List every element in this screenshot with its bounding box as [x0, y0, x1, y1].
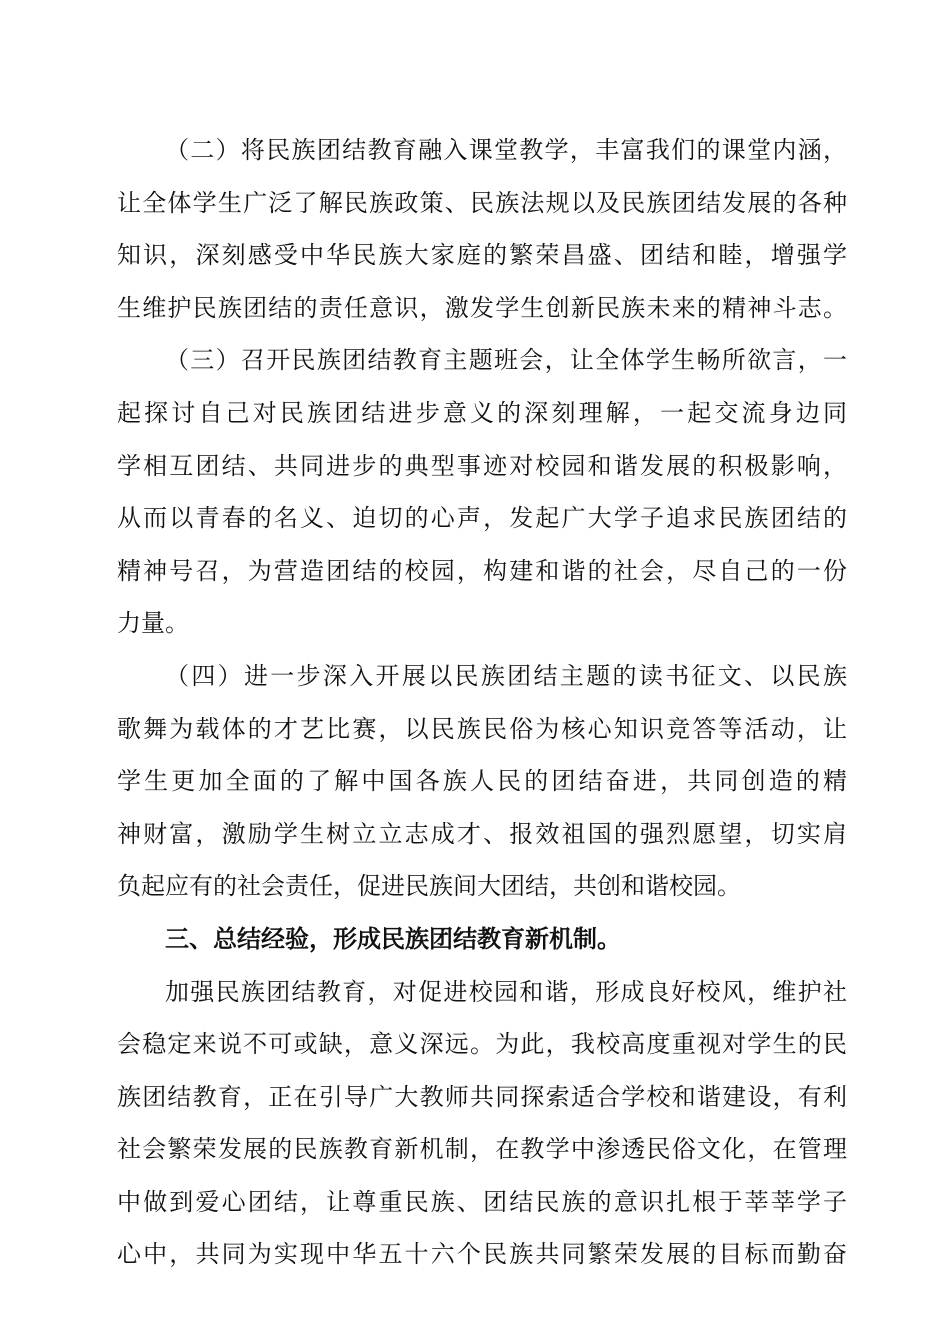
text-line: 学相互团结、共同进步的典型事迹对校园和谐发展的积极影响，	[117, 451, 847, 480]
text-line: 学生更加全面的了解中国各族人民的团结奋进，共同创造的精	[117, 767, 847, 796]
text-line: 精神号召，为营造团结的校园，构建和谐的社会，尽自己的一份	[117, 556, 847, 585]
text-line: 知识，深刻感受中华民族大家庭的繁荣昌盛、团结和睦，增强学	[117, 241, 847, 270]
text-line: 心中，共同为实现中华五十六个民族共同繁荣发展的目标而勤奋	[117, 1240, 847, 1269]
document-body	[117, 124, 847, 1281]
text-line: 生维护民族团结的责任意识，激发学生创新民族未来的精神斗志。	[117, 293, 847, 322]
paragraph-item-4	[117, 650, 847, 913]
section-heading	[117, 913, 847, 966]
text-line: 负起应有的社会责任，促进民族间大团结，共创和谐校园。	[117, 872, 741, 901]
text-line: （二）将民族团结教育融入课堂教学，丰富我们的课堂内涵，	[165, 136, 847, 164]
text-line: 社会繁荣发展的民族教育新机制，在教学中渗透民俗文化，在管理	[117, 1135, 847, 1164]
text-line: 加强民族团结教育，对促进校园和谐，形成良好校风，维护社	[165, 977, 847, 1006]
text-line: （四）进一步深入开展以民族团结主题的读书征文、以民族	[165, 661, 847, 690]
text-line: 族团结教育，正在引导广大教师共同探索适合学校和谐建设，有利	[117, 1082, 847, 1111]
section-heading-text: 三、总结经验，形成民族团结教育新机制。	[165, 923, 621, 953]
text-line: 力量。	[117, 609, 189, 638]
text-line: （三）召开民族团结教育主题班会，让全体学生畅所欲言，一	[165, 346, 847, 375]
paragraph-summary	[117, 966, 847, 1282]
text-line: 歌舞为载体的才艺比赛，以民族民俗为核心知识竞答等活动，让	[117, 714, 847, 743]
paragraph-item-3	[117, 334, 847, 650]
text-line: 神财富，激励学生树立立志成才、报效祖国的强烈愿望，切实肩	[117, 819, 847, 848]
paragraph-item-2	[117, 124, 847, 334]
text-line: 从而以青春的名义、迫切的心声，发起广大学子追求民族团结的	[117, 504, 847, 533]
text-line: 会稳定来说不可或缺，意义深远。为此，我校高度重视对学生的民	[117, 1030, 847, 1059]
text-line: 让全体学生广泛了解民族政策、民族法规以及民族团结发展的各种	[117, 188, 847, 217]
text-line: 起探讨自己对民族团结进步意义的深刻理解，一起交流身边同	[117, 398, 847, 427]
text-line: 中做到爱心团结，让尊重民族、团结民族的意识扎根于莘莘学子	[117, 1187, 847, 1216]
